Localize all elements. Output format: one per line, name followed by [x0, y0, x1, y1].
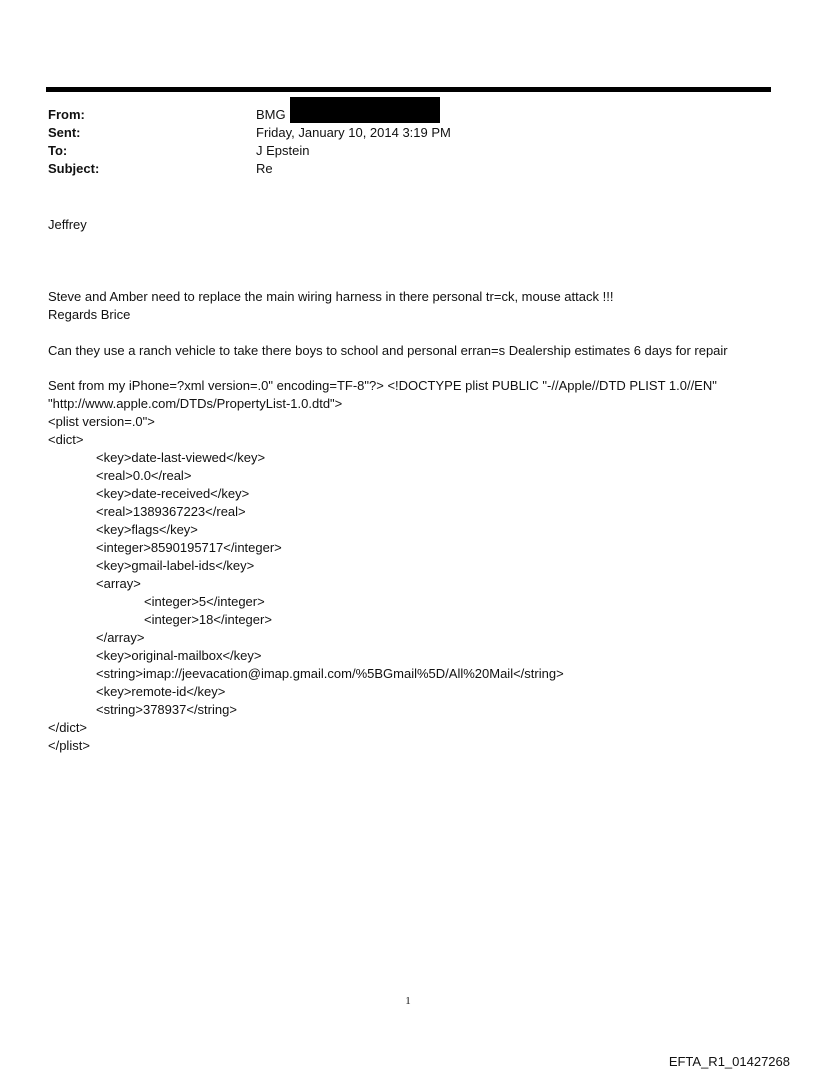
- subject-label: Subject:: [48, 161, 100, 176]
- to-row: [48, 142, 748, 160]
- plist-block: [48, 377, 717, 755]
- plist-line: Sent from my iPhone=?xml version=.0" encoding=TF-8"?> <!DOCTYPE plist PUBLIC "-//Apple//DTD PLIST 1.0//EN": [48, 378, 717, 393]
- from-row: [48, 106, 748, 124]
- to-label: To:: [48, 143, 68, 158]
- to-value: J Epstein: [256, 143, 310, 158]
- message-line-1: Steve and Amber need to replace the main wiring harness in there personal tr=ck, mouse attack !!!: [48, 289, 614, 304]
- plist-line: "http://www.apple.com/DTDs/PropertyList-1.0.dtd">: [48, 396, 343, 411]
- message-paragraph: [48, 252, 728, 378]
- signoff: Regards Brice: [48, 307, 131, 322]
- plist-line: <string>imap://jeevacation@imap.gmail.com/%5BGmail%5D/All%20Mail</string>: [96, 666, 564, 681]
- plist-line: <plist version=.0">: [48, 414, 155, 429]
- subject-value: Re: [256, 161, 273, 176]
- redaction-block: [290, 97, 440, 123]
- greeting: Jeffrey: [48, 217, 87, 232]
- plist-line: <dict>: [48, 432, 84, 447]
- header-rule: [46, 87, 771, 92]
- page-number: 1: [405, 995, 411, 1007]
- plist-line: <real>1389367223</real>: [96, 504, 246, 519]
- plist-line: <array>: [96, 576, 141, 591]
- plist-line: <key>gmail-label-ids</key>: [96, 558, 255, 573]
- plist-line: <key>date-last-viewed</key>: [96, 450, 266, 465]
- from-value: BMG: [256, 107, 286, 122]
- document-id: EFTA_R1_01427268: [668, 1054, 790, 1069]
- plist-line: </plist>: [48, 738, 90, 753]
- plist-line: <string>378937</string>: [96, 702, 237, 717]
- email-header: [48, 106, 748, 178]
- plist-line: </array>: [96, 630, 145, 645]
- plist-line: <real>0.0</real>: [96, 468, 192, 483]
- plist-line: <key>flags</key>: [96, 522, 198, 537]
- plist-line: <integer>5</integer>: [144, 594, 265, 609]
- subject-row: [48, 160, 748, 178]
- sent-label: Sent:: [48, 125, 81, 140]
- plist-line: <key>remote-id</key>: [96, 684, 226, 699]
- plist-line: <key>original-mailbox</key>: [96, 648, 262, 663]
- plist-line: <integer>18</integer>: [144, 612, 272, 627]
- plist-line: <integer>8590195717</integer>: [96, 540, 282, 555]
- plist-line: <key>date-received</key>: [96, 486, 250, 501]
- from-value-container: [256, 106, 440, 124]
- from-label: From:: [48, 107, 85, 122]
- plist-line: </dict>: [48, 720, 88, 735]
- sent-value: Friday, January 10, 2014 3:19 PM: [256, 125, 451, 140]
- sent-row: [48, 124, 748, 142]
- message-line-2: Can they use a ranch vehicle to take there boys to school and personal erran=s Dealership estimates 6 days for repair: [48, 343, 728, 358]
